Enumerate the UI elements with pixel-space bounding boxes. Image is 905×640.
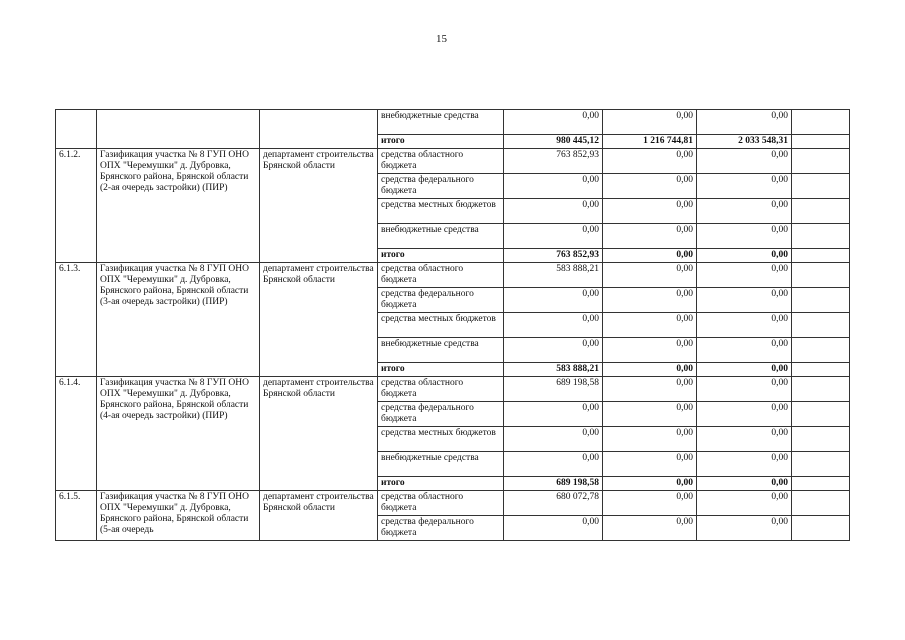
extra-cell — [792, 174, 850, 199]
funding-source: средства областного бюджета — [378, 149, 504, 174]
extra-cell — [792, 288, 850, 313]
amount-v1: 0,00 — [504, 516, 603, 541]
funding-source: итого — [378, 249, 504, 263]
budget-body — [56, 110, 850, 541]
amount-v1: 0,00 — [504, 313, 603, 338]
amount-v3: 0,00 — [697, 377, 792, 402]
funding-source: внебюджетные средства — [378, 224, 504, 249]
funding-source: средства областного бюджета — [378, 491, 504, 516]
item-code: 6.1.2. — [56, 149, 97, 263]
amount-v3: 0,00 — [697, 149, 792, 174]
amount-v1: 0,00 — [504, 110, 603, 135]
amount-v1: 689 198,58 — [504, 377, 603, 402]
extra-cell — [792, 199, 850, 224]
funding-source: итого — [378, 135, 504, 149]
amount-v3: 2 033 548,31 — [697, 135, 792, 149]
item-executor: департамент строительства Брянской области — [260, 377, 378, 491]
amount-v3: 0,00 — [697, 263, 792, 288]
amount-v1: 583 888,21 — [504, 363, 603, 377]
amount-v1: 763 852,93 — [504, 249, 603, 263]
item-code: 6.1.3. — [56, 263, 97, 377]
extra-cell — [792, 363, 850, 377]
amount-v1: 0,00 — [504, 402, 603, 427]
funding-source: внебюджетные средства — [378, 452, 504, 477]
amount-v2: 0,00 — [603, 427, 697, 452]
amount-v3: 0,00 — [697, 491, 792, 516]
extra-cell — [792, 427, 850, 452]
amount-v1: 689 198,58 — [504, 477, 603, 491]
name-cell — [97, 110, 260, 149]
table-row — [56, 263, 850, 288]
table-row — [56, 377, 850, 402]
item-name: Газификация участка № 8 ГУП ОНО ОПХ "Черемушки" д. Дубровка, Брянского района, Брянской области (4-ая очередь застройки) (ПИР) — [97, 377, 260, 491]
item-name: Газификация участка № 8 ГУП ОНО ОПХ "Черемушки" д. Дубровка, Брянского района, Брянской области (3-ая очередь застройки) (ПИР) — [97, 263, 260, 377]
amount-v2: 0,00 — [603, 491, 697, 516]
item-code: 6.1.5. — [56, 491, 97, 541]
funding-source: внебюджетные средства — [378, 110, 504, 135]
amount-v2: 0,00 — [603, 149, 697, 174]
amount-v1: 0,00 — [504, 338, 603, 363]
amount-v3: 0,00 — [697, 313, 792, 338]
funding-source: итого — [378, 477, 504, 491]
table-row — [56, 491, 850, 516]
extra-cell — [792, 263, 850, 288]
funding-source: средства областного бюджета — [378, 263, 504, 288]
amount-v2: 0,00 — [603, 363, 697, 377]
funding-source: средства местных бюджетов — [378, 199, 504, 224]
extra-cell — [792, 477, 850, 491]
amount-v2: 0,00 — [603, 377, 697, 402]
amount-v2: 0,00 — [603, 174, 697, 199]
amount-v2: 0,00 — [603, 249, 697, 263]
amount-v2: 0,00 — [603, 338, 697, 363]
funding-source: средства федерального бюджета — [378, 288, 504, 313]
amount-v3: 0,00 — [697, 427, 792, 452]
funding-source: итого — [378, 363, 504, 377]
funding-source: средства местных бюджетов — [378, 427, 504, 452]
item-name: Газификация участка № 8 ГУП ОНО ОПХ "Черемушки" д. Дубровка, Брянского района, Брянской области (2-ая очередь застройки) (ПИР) — [97, 149, 260, 263]
amount-v1: 583 888,21 — [504, 263, 603, 288]
budget-table — [55, 109, 850, 541]
extra-cell — [792, 452, 850, 477]
amount-v3: 0,00 — [697, 363, 792, 377]
extra-cell — [792, 249, 850, 263]
extra-cell — [792, 516, 850, 541]
funding-source: средства федерального бюджета — [378, 174, 504, 199]
funding-source: средства федерального бюджета — [378, 516, 504, 541]
amount-v3: 0,00 — [697, 338, 792, 363]
amount-v3: 0,00 — [697, 174, 792, 199]
amount-v3: 0,00 — [697, 477, 792, 491]
amount-v3: 0,00 — [697, 516, 792, 541]
amount-v3: 0,00 — [697, 288, 792, 313]
extra-cell — [792, 149, 850, 174]
funding-source: средства местных бюджетов — [378, 313, 504, 338]
amount-v3: 0,00 — [697, 452, 792, 477]
amount-v3: 0,00 — [697, 199, 792, 224]
amount-v3: 0,00 — [697, 249, 792, 263]
amount-v2: 0,00 — [603, 199, 697, 224]
amount-v1: 0,00 — [504, 452, 603, 477]
code-cell — [56, 110, 97, 149]
amount-v3: 0,00 — [697, 224, 792, 249]
extra-cell — [792, 402, 850, 427]
amount-v2: 0,00 — [603, 402, 697, 427]
funding-source: средства федерального бюджета — [378, 402, 504, 427]
page-number: 15 — [436, 33, 447, 45]
amount-v1: 0,00 — [504, 224, 603, 249]
table-row — [56, 149, 850, 174]
amount-v1: 0,00 — [504, 288, 603, 313]
amount-v1: 0,00 — [504, 199, 603, 224]
item-executor: департамент строительства Брянской области — [260, 263, 378, 377]
amount-v2: 0,00 — [603, 452, 697, 477]
extra-cell — [792, 135, 850, 149]
amount-v1: 0,00 — [504, 427, 603, 452]
amount-v2: 0,00 — [603, 224, 697, 249]
amount-v3: 0,00 — [697, 402, 792, 427]
amount-v2: 0,00 — [603, 110, 697, 135]
extra-cell — [792, 110, 850, 135]
item-executor: департамент строительства Брянской области — [260, 491, 378, 541]
extra-cell — [792, 313, 850, 338]
table-row — [56, 110, 850, 135]
extra-cell — [792, 224, 850, 249]
amount-v3: 0,00 — [697, 110, 792, 135]
extra-cell — [792, 377, 850, 402]
item-executor: департамент строительства Брянской области — [260, 149, 378, 263]
amount-v1: 0,00 — [504, 174, 603, 199]
amount-v1: 680 072,78 — [504, 491, 603, 516]
amount-v1: 763 852,93 — [504, 149, 603, 174]
funding-source: внебюджетные средства — [378, 338, 504, 363]
amount-v2: 0,00 — [603, 313, 697, 338]
amount-v1: 980 445,12 — [504, 135, 603, 149]
amount-v2: 0,00 — [603, 516, 697, 541]
extra-cell — [792, 491, 850, 516]
item-code: 6.1.4. — [56, 377, 97, 491]
amount-v2: 0,00 — [603, 263, 697, 288]
item-name: Газификация участка № 8 ГУП ОНО ОПХ "Черемушки" д. Дубровка, Брянского района, Брянской области (5-ая очередь — [97, 491, 260, 541]
amount-v2: 0,00 — [603, 477, 697, 491]
extra-cell — [792, 338, 850, 363]
funding-source: средства областного бюджета — [378, 377, 504, 402]
executor-cell — [260, 110, 378, 149]
amount-v2: 1 216 744,81 — [603, 135, 697, 149]
amount-v2: 0,00 — [603, 288, 697, 313]
